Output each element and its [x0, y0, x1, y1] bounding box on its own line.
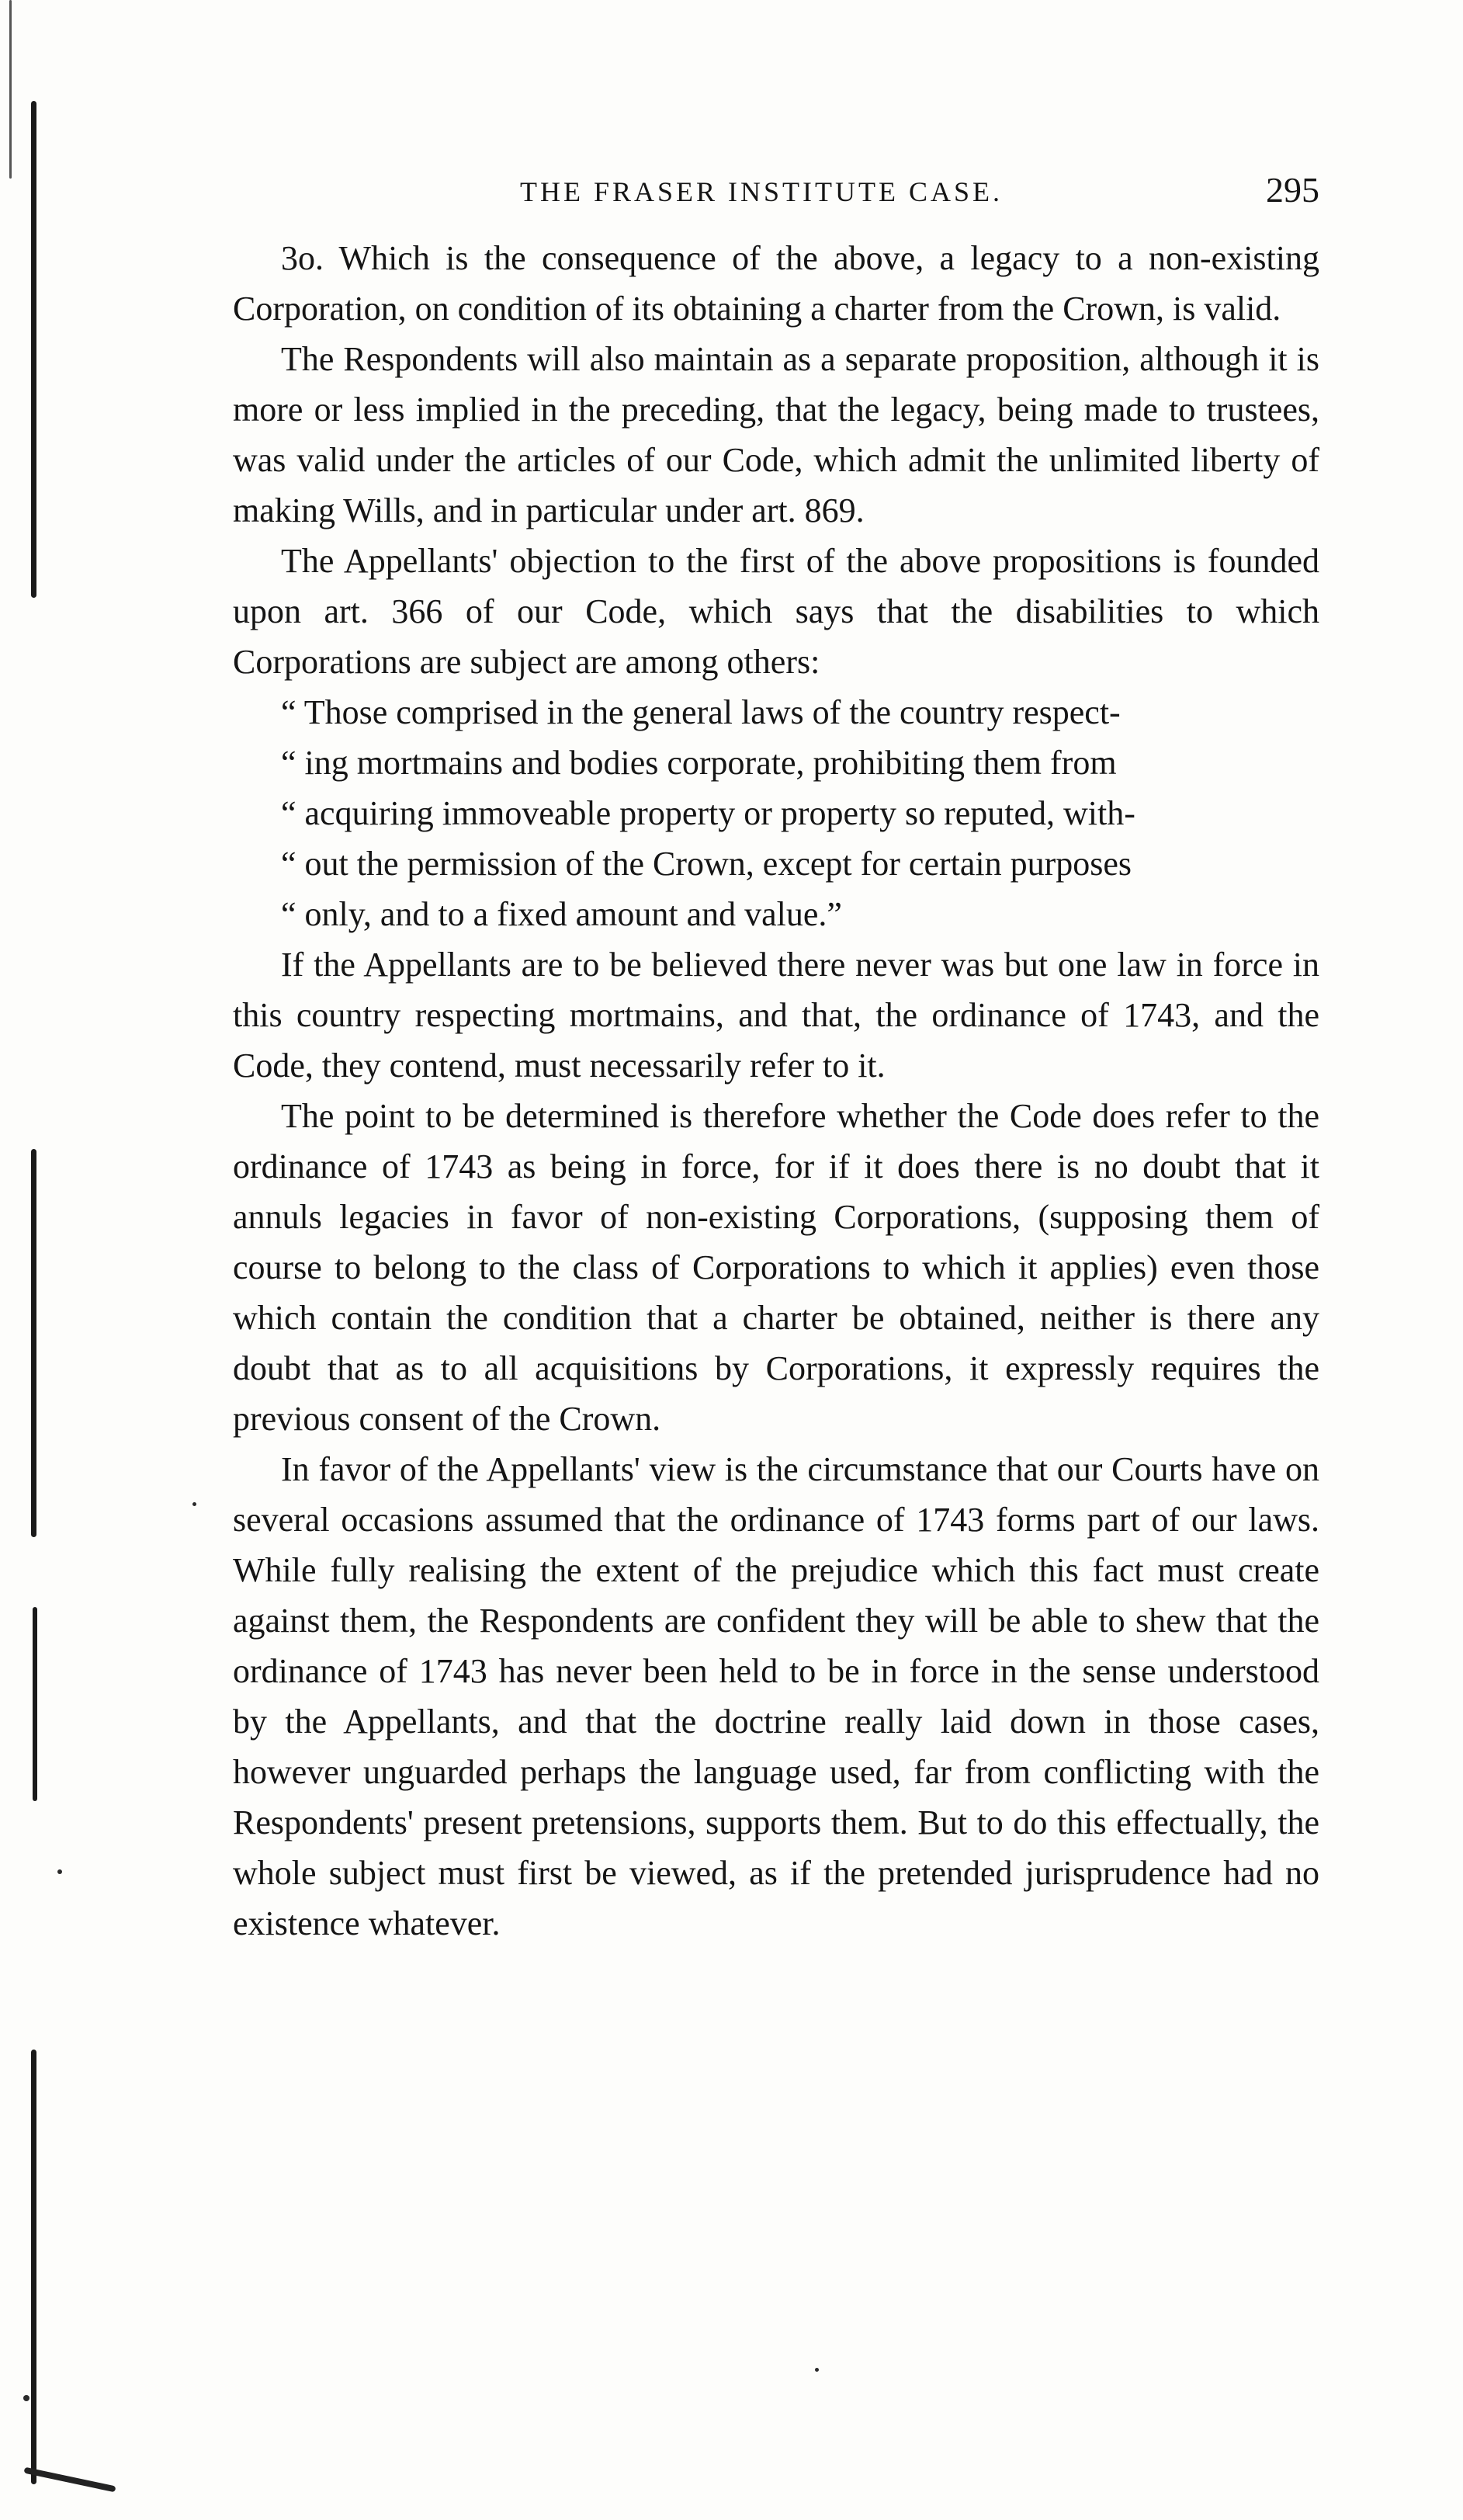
scan-speck [192, 1502, 196, 1506]
paragraph: The point to be determined is therefore whether the Code does refer to the ordinance of 1743 as being in force, for if it does there is no doubt that it annuls legacies in favor of non-existing Corporations, (supposing them of course to belong to the class of Corporations to which it applies) even those which contain the condition that a charter be obtained, neither is there any doubt that as to all acquisitions by Corporations, it expressly requires the previous consent of the Crown. [233, 1097, 1319, 1438]
paragraph: The Appellants' objection to the first of the above propositions is founded upon art. 366 of our Code, which says that the disabilities to which Corporations are subject are among others: [233, 542, 1319, 681]
quote-line: “ out the permission of the Crown, except for certain purposes [281, 845, 1132, 883]
paragraph: 3o. Which is the consequence of the above, a legacy to a non-existing Corporation, on condition of its obtaining a charter from the Crown, is valid. [233, 239, 1319, 328]
binding-edge-line [31, 101, 36, 598]
paragraph: In favor of the Appellants' view is the circumstance that our Courts have on several occasions assumed that the ordinance of 1743 forms part of our laws. While fully realising the extent of the prejudice which this fact must create against them, the Respondents are confident they will be able to shew that the ordinance of 1743 has never been held to be in force in the sense understood by the Appellants, and that the doctrine really laid down in those cases, however unguarded perhaps the language used, far from conflicting with the Respondents' present pretensions, supports them. But to do this effectually, the whole subject must first be viewed, as if the pretended jurisprudence had no existence whatever. [233, 1450, 1319, 1942]
scan-speck [815, 2368, 819, 2372]
binding-edge-line [9, 0, 12, 179]
paragraph: The Respondents will also maintain as a separate proposition, although it is more or less implied in the preceding, that the legacy, being made to trustees, was valid under the articles of our Code, which admit the unlimited liberty of making Wills, and in particular under art. 869. [233, 340, 1319, 529]
quote-line: “ ing mortmains and bodies corporate, prohibiting them from [281, 744, 1117, 782]
binding-edge-line [31, 2050, 36, 2484]
scan-speck [57, 1869, 62, 1874]
binding-edge-line [33, 1607, 37, 1801]
page-number: 295 [1266, 170, 1319, 210]
page-header [233, 169, 1335, 216]
quote-line: “ only, and to a fixed amount and value.” [281, 895, 842, 933]
quote-line: “ acquiring immoveable property or property so reputed, with- [281, 794, 1135, 832]
binding-edge-line [31, 1149, 36, 1537]
paragraph: If the Appellants are to be believed there never was but one law in force in this country respecting mortmains, and that, the ordinance of 1743, and the Code, they contend, must necessarily refer to it. [233, 946, 1319, 1085]
block-quote [233, 687, 1319, 939]
body-text [233, 233, 1319, 1949]
running-title: THE FRASER INSTITUTE CASE. [520, 176, 1004, 207]
scan-speck [23, 2395, 29, 2401]
quote-line: “ Those comprised in the general laws of the country respect- [281, 693, 1121, 731]
binding-edge-line [23, 2467, 116, 2493]
